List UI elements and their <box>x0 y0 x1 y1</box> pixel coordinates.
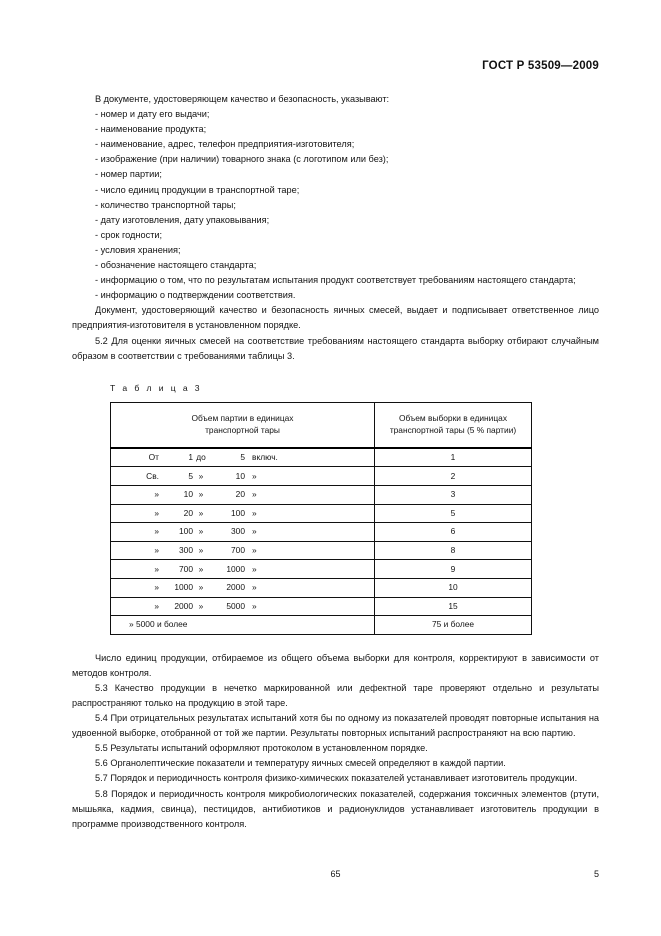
lot-volume-cell <box>111 485 375 504</box>
range-separator: » <box>198 507 204 518</box>
range-to: 5 <box>240 452 245 463</box>
list-item: - число единиц продукции в транспортной таре; <box>95 184 300 195</box>
range-suffix: » <box>252 563 257 574</box>
table-caption: Т а б л и ц а 3 <box>110 382 202 393</box>
list-item: - номер и дату его выдачи; <box>95 109 210 120</box>
post-table-text <box>72 651 599 832</box>
lot-volume-cell <box>111 467 375 486</box>
lot-volume-cell <box>111 578 375 597</box>
sample-volume-cell: 8 <box>375 541 532 560</box>
range-separator: » <box>198 563 204 574</box>
range-separator: до <box>196 452 206 463</box>
paragraph-units-correction: Число единиц продукции, отбираемое из общего объема выборки для контроля, корректируют в зависимости от методов контроля. <box>72 652 599 678</box>
list-item: - срок годности; <box>95 229 163 240</box>
range-suffix: » <box>252 545 257 555</box>
table-row <box>111 448 532 467</box>
range-to: 2000 <box>226 582 245 593</box>
list-item: - дату изготовления, дату упаковывания; <box>95 214 270 225</box>
table-row <box>111 467 532 486</box>
range-from: 1 <box>188 452 193 463</box>
range-from: 1000 <box>174 582 193 593</box>
range-suffix: » <box>252 526 257 537</box>
lot-volume-cell <box>111 523 375 542</box>
sample-volume-cell: 3 <box>375 485 532 504</box>
range-to: 100 <box>231 507 245 518</box>
range-from: 300 <box>179 545 193 555</box>
lot-volume-cell <box>111 541 375 560</box>
list-item: - обозначение настоящего стандарта; <box>95 260 257 271</box>
requirements-list <box>72 107 599 303</box>
table-row <box>111 541 532 560</box>
range-prefix: » <box>154 545 159 555</box>
range-from: 5 <box>188 470 193 481</box>
clause-5-8: 5.8 Порядок и периодичность контроля микробиологических показателей, содержания токсичных элементов (ртути, мышьяка, кадмия, свинца), пестицидов, антибиотиков и радионуклидов устанавливает изготовитель продукции в программе производственного контроля. <box>72 788 599 829</box>
standard-header: ГОСТ Р 53509—2009 <box>482 60 599 72</box>
list-item: - условия хранения; <box>95 244 181 255</box>
lot-volume-cell <box>111 560 375 579</box>
range-separator: » <box>198 600 204 611</box>
range-to: 700 <box>231 545 245 555</box>
range-prefix: » <box>154 582 159 593</box>
sample-volume-cell: 9 <box>375 560 532 579</box>
clause-5-3: 5.3 Качество продукции в нечетко маркированной или дефектной таре проверяют отдельно и результаты распространяют только на продукцию в этой таре. <box>72 682 599 708</box>
range-separator: » <box>198 470 204 481</box>
lot-volume-cell <box>111 448 375 467</box>
list-item: - наименование, адрес, телефон предприятия-изготовителя; <box>95 139 355 150</box>
range-to: 5000 <box>226 600 245 611</box>
range-to: 10 <box>235 470 245 481</box>
table-header-row <box>111 402 532 448</box>
table-row <box>111 485 532 504</box>
range-from: 700 <box>179 563 193 574</box>
list-item: - наименование продукта; <box>95 124 207 135</box>
clause-5-7: 5.7 Порядок и периодичность контроля физико-химических показателей устанавливает изготовитель продукции. <box>95 773 578 784</box>
table-row <box>111 578 532 597</box>
column-header-lot-volume <box>111 402 375 448</box>
range-to: 1000 <box>226 563 245 574</box>
range-suffix: включ. <box>252 452 278 463</box>
column-header-sample-volume-line2: транспортной тары (5 % партии) <box>389 424 517 435</box>
list-item: - номер партии; <box>95 169 162 180</box>
lot-volume-cell <box>111 616 375 635</box>
clause-5-6: 5.6 Органолептические показатели и температуру яичных смесей определяют в каждой партии. <box>95 758 506 769</box>
range-prefix: » <box>154 600 159 611</box>
column-header-lot-volume-line2: транспортной тары <box>205 424 280 435</box>
range-prefix: От <box>148 452 159 463</box>
range-prefix: » <box>154 507 159 518</box>
range-prefix: » <box>154 526 159 537</box>
table-head <box>111 402 532 448</box>
range-suffix: » <box>252 489 257 500</box>
sample-volume-cell: 5 <box>375 504 532 523</box>
column-header-lot-volume-line1: Объем партии в единицах <box>191 413 294 424</box>
range-prefix: » <box>154 563 159 574</box>
list-item: - изображение (при наличии) товарного знака (с логотипом или без); <box>95 154 389 165</box>
range-from: 2000 <box>174 600 193 611</box>
table-row <box>111 616 532 635</box>
range-suffix: » <box>252 582 257 593</box>
range-to: 300 <box>231 526 245 537</box>
clause-5-2: 5.2 Для оценки яичных смесей на соответствие требованиям настоящего стандарта выборку отбирают случайным образом в соответствии с требованиями таблицы 3. <box>72 335 599 361</box>
column-header-sample-volume <box>375 402 532 448</box>
range-from: 100 <box>179 526 193 537</box>
table-row <box>111 560 532 579</box>
sample-volume-cell: 6 <box>375 523 532 542</box>
range-separator: » <box>198 489 204 500</box>
intro-paragraph: В документе, удостоверяющем качество и безопасность, указывают: <box>95 94 390 104</box>
table-row <box>111 504 532 523</box>
range-prefix: Св. <box>146 470 159 481</box>
lot-volume-cell <box>111 597 375 616</box>
range-separator: » <box>198 545 204 555</box>
range-separator: » <box>198 582 204 593</box>
range-suffix: » <box>252 507 257 518</box>
range-suffix: » <box>252 470 257 481</box>
column-header-sample-volume-line1: Объем выборки в единицах <box>398 413 508 424</box>
list-item: - информацию о подтверждении соответствия. <box>95 290 296 301</box>
clause-5-4: 5.4 При отрицательных результатах испытаний хотя бы по одному из показателей проводят повторные испытания на удвоенной выборке, отобранной от той же партии. Результаты повторных испытаний распространяют на всю партию. <box>72 713 599 739</box>
footer-page-number-right: 5 <box>593 869 599 879</box>
lot-volume-cell <box>111 504 375 523</box>
sample-volume-cell: 1 <box>375 448 532 467</box>
range-text: » 5000 и более <box>129 619 188 630</box>
table-row <box>111 597 532 616</box>
table-3-block <box>72 381 599 635</box>
sample-volume-cell: 15 <box>375 597 532 616</box>
sample-volume-cell: 75 и более <box>375 616 532 635</box>
range-suffix: » <box>252 600 257 611</box>
table-row <box>111 523 532 542</box>
range-from: 20 <box>183 507 193 518</box>
sample-volume-cell: 10 <box>375 578 532 597</box>
sampling-table <box>110 402 532 635</box>
page-content <box>72 92 599 832</box>
table-body <box>111 448 532 634</box>
range-to: 20 <box>235 489 245 500</box>
range-separator: » <box>198 526 204 537</box>
footer-page-number-center: 65 <box>330 869 341 879</box>
range-from: 10 <box>183 489 193 500</box>
sample-volume-cell: 2 <box>375 467 532 486</box>
range-prefix: » <box>154 489 159 500</box>
clause-5-5: 5.5 Результаты испытаний оформляют протоколом в установленном порядке. <box>95 743 428 754</box>
list-item: - количество транспортной тары; <box>95 199 236 210</box>
list-item: - информацию о том, что по результатам испытания продукт соответствует требованиям настоящего стандарта; <box>95 275 576 286</box>
paragraph-document-issuer: Документ, удостоверяющий качество и безопасность яичных смесей, выдает и подписывает ответственное лицо предприятия-изготовителя в установленном порядке. <box>72 305 599 331</box>
